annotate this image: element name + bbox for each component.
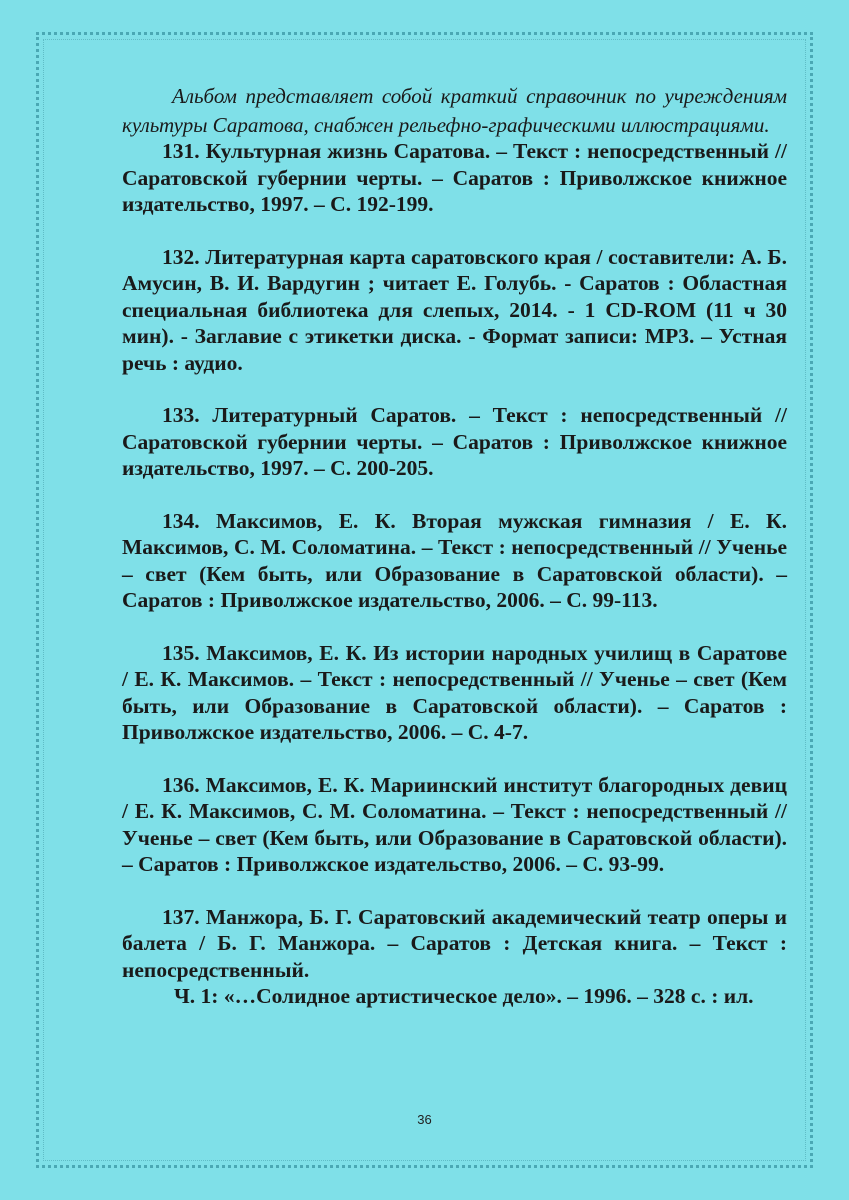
bibliography-entry-135: 135. Максимов, Е. К. Из истории народных училищ в Саратове / Е. К. Максимов. – Текст : непосредственный // Ученье – свет (Кем быть, или Образование в Саратовской области). – Саратов : Приволжское издательство, 2006. – С. 4-7.	[122, 640, 787, 744]
bibliography-entry-134: 134. Максимов, Е. К. Вторая мужская гимназия / Е. К. Максимов, С. М. Соломатина. – Текст : непосредственный // Ученье – свет (Кем быть, или Образование в Саратовской области). – Саратов : Приволжское издательство, 2006. – С. 99-113.	[122, 508, 787, 612]
intro-paragraph: Альбом представляет собой краткий справочник по учреждениям культуры Саратова, снабжен рельефно-графическими иллюстрациями.	[122, 84, 787, 137]
bibliography-entry-131: 131. Культурная жизнь Саратова. – Текст : непосредственный // Саратовской губернии черты. – Саратов : Приволжское книжное издательство, 1997. – С. 192-199.	[122, 139, 787, 216]
bibliography-entry-137: 137. Манжора, Б. Г. Саратовский академический театр оперы и балета / Б. Г. Манжора. – Саратов : Детская книга. – Текст : непосредственный.	[122, 904, 787, 982]
page-content	[122, 82, 787, 1010]
bibliography-entry-132: 132. Литературная карта саратовского края / составители: А. Б. Амусин, В. И. Вардугин ; читает Е. Голубь. - Саратов : Областная специальная библиотека для слепых, 2014. - 1 CD-ROM (11 ч 30 мин). - Заглавие с этикетки диска. - Формат записи: MP3. – Устная речь : аудио.	[122, 244, 787, 375]
bibliography-entry-133: 133. Литературный Саратов. – Текст : непосредственный // Саратовской губернии черты. – Саратов : Приволжское книжное издательство, 1997. – С. 200-205.	[122, 403, 787, 480]
page-number: 36	[417, 1112, 432, 1127]
bibliography-entry-136: 136. Максимов, Е. К. Мариинский институт благородных девиц / Е. К. Максимов, С. М. Соломатина. – Текст : непосредственный // Ученье – свет (Кем быть, или Образование в Саратовской области). – Саратов : Приволжское издательство, 2006. – С. 93-99.	[122, 772, 787, 876]
entry-137-part-1: Ч. 1: «…Солидное артистическое дело». – 1996. – 328 с. : ил.	[174, 984, 754, 1008]
